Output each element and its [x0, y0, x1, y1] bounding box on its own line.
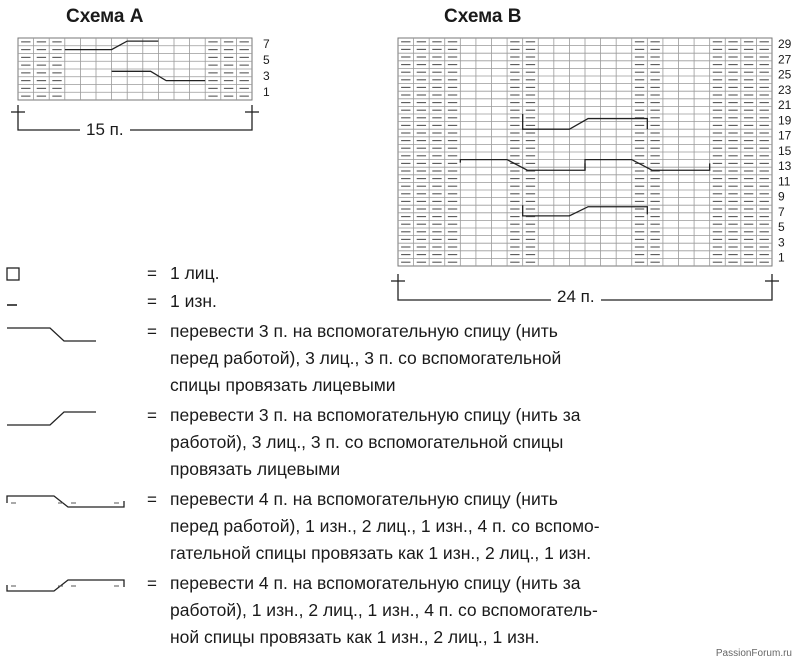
schema-b-row-number: 23	[778, 82, 792, 97]
schema-b-row-number: 15	[778, 143, 792, 158]
legend-equals: =	[147, 292, 157, 311]
schema-a-bracket	[18, 105, 252, 130]
schema-b-row-number: 17	[778, 128, 792, 143]
legend-text-cable-purl-left: перевести 4 п. на вспомогательную спицу (нить за работой), 1 изн., 2 лиц., 1 изн., 4 п. со вспомогатель- ной спицы провязать как 1 изн., 2 лиц., 1 изн.	[170, 573, 598, 647]
legend-equals: =	[147, 406, 157, 425]
schema-a-row-number: 7	[263, 37, 270, 51]
schema-b-row-number: 3	[778, 235, 785, 250]
schema-a-row-number: 1	[263, 85, 270, 99]
schema-b-row-number: 29	[778, 37, 792, 51]
schema-a-width-label: 15 п.	[80, 120, 130, 140]
schema-b-row-number: 5	[778, 220, 785, 234]
cable-right-icon	[6, 324, 126, 354]
schema-b-row-number: 27	[778, 52, 792, 67]
empty-square-icon	[6, 266, 126, 296]
legend-text-purl: 1 изн.	[170, 291, 217, 311]
schema-b-row-number: 25	[778, 67, 792, 82]
schema-a-row-number: 5	[263, 53, 270, 67]
schema-b-row-number: 9	[778, 189, 785, 204]
schema-b-title: Схема В	[444, 6, 522, 27]
legend-text-cable-left: перевести 3 п. на вспомогательную спицу (нить за работой), 3 лиц., 3 п. со вспомогательной спицы провязать лицевыми	[170, 405, 581, 479]
legend-text-cable-purl-right: перевести 4 п. на вспомогательную спицу (нить перед работой), 1 изн., 2 лиц., 1 изн., 4 п. со вспомо- гательной спицы провязать как 1 изн., 2 лиц., 1 изн.	[170, 489, 600, 563]
cable-purl-left-icon	[6, 576, 136, 606]
cable-left-icon	[6, 408, 126, 438]
legend-text-cable-right: перевести 3 п. на вспомогательную спицу (нить перед работой), 3 лиц., 3 п. со вспомогательной спицы провязать лицевыми	[170, 321, 562, 395]
schema-b-row-number: 7	[778, 204, 785, 219]
schema-b-row-number: 1	[778, 250, 785, 265]
schema-b-width-label: 24 п.	[551, 287, 601, 307]
schema-b-row-number: 11	[778, 174, 791, 189]
schema-b-row-number: 21	[778, 98, 792, 112]
legend-equals: =	[147, 322, 157, 341]
legend-text-knit: 1 лиц.	[170, 263, 220, 283]
schema-a-row-number: 3	[263, 69, 270, 83]
schema-b-row-number: 13	[778, 159, 792, 173]
schema-b-row-number: 19	[778, 113, 792, 128]
cable-purl-right-icon	[6, 492, 136, 522]
legend-equals: =	[147, 574, 157, 593]
legend-equals: =	[147, 264, 157, 283]
legend-equals: =	[147, 490, 157, 509]
watermark: PassionForum.ru	[715, 648, 792, 659]
dash-icon	[6, 294, 126, 324]
schema-a-title: Схема А	[66, 6, 144, 27]
